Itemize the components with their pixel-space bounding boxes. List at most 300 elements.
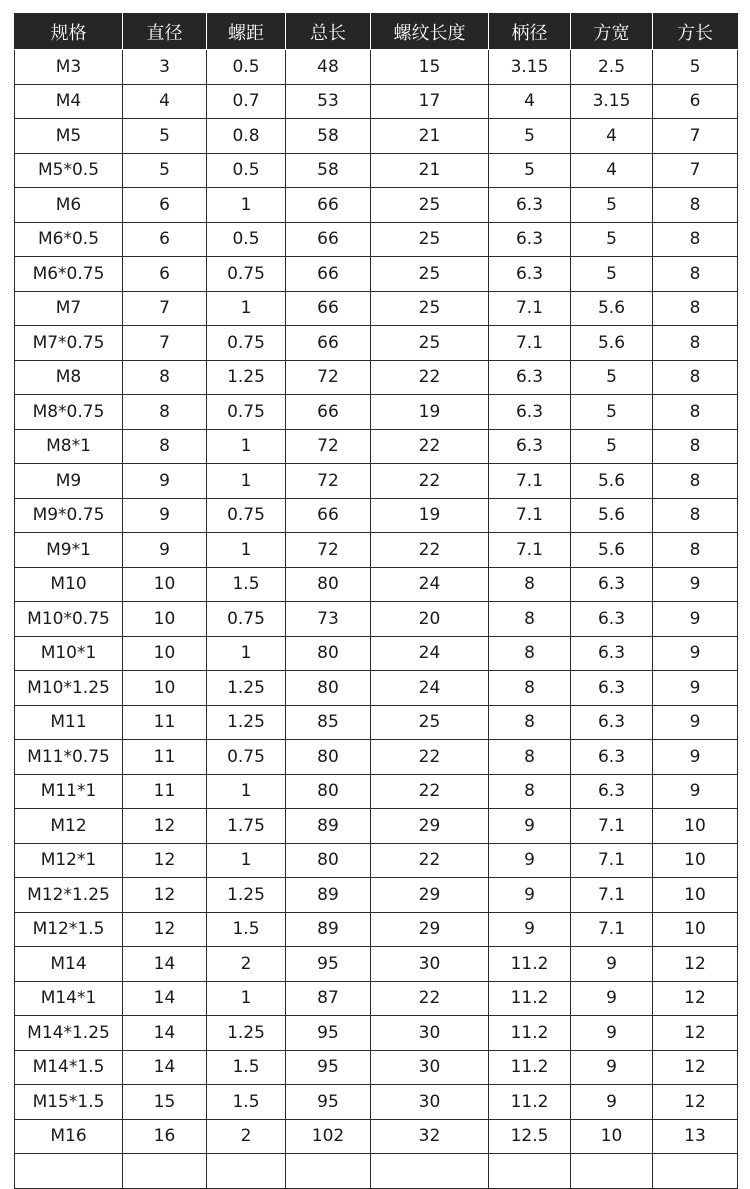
thread-length-cell: 24 <box>371 671 489 706</box>
diameter-cell: 14 <box>123 1050 207 1085</box>
total-length-cell: 48 <box>286 50 371 85</box>
table-row <box>15 1085 738 1120</box>
empty-cell <box>286 1154 371 1189</box>
square-length-cell: 8 <box>653 395 738 430</box>
spec-cell: M14*1.5 <box>15 1050 123 1085</box>
thread-length-cell: 30 <box>371 947 489 982</box>
header-spec: 规格 <box>15 14 123 50</box>
shank-diameter-cell: 9 <box>489 843 571 878</box>
spec-cell: M7*0.75 <box>15 326 123 361</box>
diameter-cell: 12 <box>123 912 207 947</box>
thread-length-cell: 30 <box>371 1085 489 1120</box>
shank-diameter-cell: 6.3 <box>489 360 571 395</box>
diameter-cell: 6 <box>123 222 207 257</box>
total-length-cell: 66 <box>286 188 371 223</box>
diameter-cell: 16 <box>123 1119 207 1154</box>
square-length-cell: 13 <box>653 1119 738 1154</box>
spec-cell: M9*0.75 <box>15 498 123 533</box>
empty-cell <box>571 1154 653 1189</box>
square-length-cell: 8 <box>653 291 738 326</box>
total-length-cell: 72 <box>286 464 371 499</box>
thread-length-cell: 22 <box>371 429 489 464</box>
pitch-cell: 0.5 <box>207 50 286 85</box>
table-row <box>15 50 738 85</box>
table-row <box>15 740 738 775</box>
square-length-cell: 10 <box>653 843 738 878</box>
diameter-cell: 11 <box>123 705 207 740</box>
square-length-cell: 7 <box>653 153 738 188</box>
pitch-cell: 0.5 <box>207 153 286 188</box>
table-row-cut-off <box>15 1154 738 1189</box>
diameter-cell: 6 <box>123 188 207 223</box>
square-length-cell: 8 <box>653 498 738 533</box>
table-row <box>15 947 738 982</box>
square-length-cell: 8 <box>653 360 738 395</box>
empty-cell <box>489 1154 571 1189</box>
header-row <box>15 14 738 50</box>
shank-diameter-cell: 9 <box>489 912 571 947</box>
spec-cell: M14 <box>15 947 123 982</box>
table-row <box>15 843 738 878</box>
diameter-cell: 10 <box>123 636 207 671</box>
table-row <box>15 809 738 844</box>
shank-diameter-cell: 8 <box>489 705 571 740</box>
square-width-cell: 5.6 <box>571 326 653 361</box>
total-length-cell: 66 <box>286 498 371 533</box>
square-length-cell: 10 <box>653 912 738 947</box>
square-length-cell: 7 <box>653 119 738 154</box>
thread-length-cell: 24 <box>371 636 489 671</box>
square-length-cell: 8 <box>653 533 738 568</box>
total-length-cell: 80 <box>286 774 371 809</box>
header-thread-length: 螺纹长度 <box>371 14 489 50</box>
thread-length-cell: 20 <box>371 602 489 637</box>
spec-cell: M10*0.75 <box>15 602 123 637</box>
table-row <box>15 119 738 154</box>
table-row <box>15 774 738 809</box>
diameter-cell: 12 <box>123 809 207 844</box>
square-width-cell: 7.1 <box>571 912 653 947</box>
square-length-cell: 12 <box>653 947 738 982</box>
table-row <box>15 1016 738 1051</box>
diameter-cell: 14 <box>123 947 207 982</box>
total-length-cell: 102 <box>286 1119 371 1154</box>
spec-cell: M11*0.75 <box>15 740 123 775</box>
thread-length-cell: 29 <box>371 912 489 947</box>
pitch-cell: 0.75 <box>207 326 286 361</box>
shank-diameter-cell: 6.3 <box>489 395 571 430</box>
pitch-cell: 0.5 <box>207 222 286 257</box>
diameter-cell: 7 <box>123 291 207 326</box>
shank-diameter-cell: 8 <box>489 740 571 775</box>
spec-cell: M16 <box>15 1119 123 1154</box>
table-row <box>15 429 738 464</box>
total-length-cell: 80 <box>286 567 371 602</box>
pitch-cell: 1 <box>207 843 286 878</box>
square-length-cell: 8 <box>653 464 738 499</box>
spec-cell: M11*1 <box>15 774 123 809</box>
diameter-cell: 15 <box>123 1085 207 1120</box>
square-length-cell: 9 <box>653 671 738 706</box>
pitch-cell: 0.7 <box>207 84 286 119</box>
pitch-cell: 1 <box>207 429 286 464</box>
square-width-cell: 6.3 <box>571 671 653 706</box>
table-row <box>15 257 738 292</box>
square-length-cell: 12 <box>653 1016 738 1051</box>
square-width-cell: 9 <box>571 1050 653 1085</box>
square-length-cell: 9 <box>653 774 738 809</box>
square-width-cell: 10 <box>571 1119 653 1154</box>
pitch-cell: 1.5 <box>207 567 286 602</box>
shank-diameter-cell: 5 <box>489 153 571 188</box>
diameter-cell: 11 <box>123 774 207 809</box>
thread-length-cell: 19 <box>371 395 489 430</box>
thread-length-cell: 29 <box>371 878 489 913</box>
header-square-width: 方宽 <box>571 14 653 50</box>
table-row <box>15 188 738 223</box>
tap-spec-table <box>14 13 738 1189</box>
square-width-cell: 5 <box>571 395 653 430</box>
shank-diameter-cell: 11.2 <box>489 981 571 1016</box>
spec-cell: M8 <box>15 360 123 395</box>
total-length-cell: 89 <box>286 878 371 913</box>
thread-length-cell: 22 <box>371 360 489 395</box>
thread-length-cell: 21 <box>371 153 489 188</box>
shank-diameter-cell: 6.3 <box>489 188 571 223</box>
thread-length-cell: 30 <box>371 1050 489 1085</box>
spec-cell: M3 <box>15 50 123 85</box>
diameter-cell: 5 <box>123 153 207 188</box>
square-width-cell: 5 <box>571 360 653 395</box>
shank-diameter-cell: 6.3 <box>489 222 571 257</box>
total-length-cell: 66 <box>286 222 371 257</box>
header-shank-diameter: 柄径 <box>489 14 571 50</box>
square-width-cell: 7.1 <box>571 878 653 913</box>
square-width-cell: 9 <box>571 981 653 1016</box>
square-length-cell: 8 <box>653 429 738 464</box>
total-length-cell: 66 <box>286 291 371 326</box>
spec-cell: M12 <box>15 809 123 844</box>
shank-diameter-cell: 7.1 <box>489 533 571 568</box>
diameter-cell: 4 <box>123 84 207 119</box>
table-row <box>15 464 738 499</box>
diameter-cell: 10 <box>123 567 207 602</box>
spec-cell: M12*1.25 <box>15 878 123 913</box>
square-length-cell: 9 <box>653 740 738 775</box>
pitch-cell: 0.75 <box>207 602 286 637</box>
diameter-cell: 7 <box>123 326 207 361</box>
shank-diameter-cell: 3.15 <box>489 50 571 85</box>
pitch-cell: 1.25 <box>207 360 286 395</box>
thread-length-cell: 24 <box>371 567 489 602</box>
pitch-cell: 0.75 <box>207 395 286 430</box>
thread-length-cell: 25 <box>371 222 489 257</box>
empty-cell <box>371 1154 489 1189</box>
square-width-cell: 6.3 <box>571 740 653 775</box>
shank-diameter-cell: 9 <box>489 878 571 913</box>
square-width-cell: 3.15 <box>571 84 653 119</box>
pitch-cell: 0.8 <box>207 119 286 154</box>
shank-diameter-cell: 7.1 <box>489 291 571 326</box>
table-row <box>15 84 738 119</box>
square-width-cell: 5 <box>571 188 653 223</box>
shank-diameter-cell: 8 <box>489 602 571 637</box>
thread-length-cell: 25 <box>371 326 489 361</box>
diameter-cell: 9 <box>123 464 207 499</box>
diameter-cell: 11 <box>123 740 207 775</box>
diameter-cell: 6 <box>123 257 207 292</box>
diameter-cell: 12 <box>123 843 207 878</box>
table-row <box>15 222 738 257</box>
table-row <box>15 981 738 1016</box>
total-length-cell: 66 <box>286 395 371 430</box>
empty-cell <box>207 1154 286 1189</box>
pitch-cell: 1.5 <box>207 1050 286 1085</box>
shank-diameter-cell: 8 <box>489 567 571 602</box>
spec-cell: M11 <box>15 705 123 740</box>
diameter-cell: 9 <box>123 498 207 533</box>
square-width-cell: 4 <box>571 153 653 188</box>
diameter-cell: 5 <box>123 119 207 154</box>
total-length-cell: 80 <box>286 636 371 671</box>
total-length-cell: 72 <box>286 533 371 568</box>
square-width-cell: 9 <box>571 947 653 982</box>
table-row <box>15 1050 738 1085</box>
thread-length-cell: 30 <box>371 1016 489 1051</box>
square-length-cell: 9 <box>653 602 738 637</box>
thread-length-cell: 17 <box>371 84 489 119</box>
spec-cell: M10 <box>15 567 123 602</box>
total-length-cell: 95 <box>286 1085 371 1120</box>
square-width-cell: 6.3 <box>571 774 653 809</box>
pitch-cell: 1 <box>207 636 286 671</box>
total-length-cell: 72 <box>286 360 371 395</box>
table-row <box>15 326 738 361</box>
shank-diameter-cell: 7.1 <box>489 498 571 533</box>
shank-diameter-cell: 12.5 <box>489 1119 571 1154</box>
pitch-cell: 2 <box>207 947 286 982</box>
spec-cell: M9 <box>15 464 123 499</box>
square-length-cell: 10 <box>653 878 738 913</box>
diameter-cell: 3 <box>123 50 207 85</box>
square-width-cell: 6.3 <box>571 705 653 740</box>
total-length-cell: 80 <box>286 843 371 878</box>
thread-length-cell: 22 <box>371 464 489 499</box>
square-length-cell: 9 <box>653 636 738 671</box>
diameter-cell: 14 <box>123 981 207 1016</box>
total-length-cell: 85 <box>286 705 371 740</box>
shank-diameter-cell: 8 <box>489 774 571 809</box>
header-total-length: 总长 <box>286 14 371 50</box>
pitch-cell: 1.5 <box>207 1085 286 1120</box>
empty-cell <box>15 1154 123 1189</box>
spec-cell: M12*1.5 <box>15 912 123 947</box>
square-length-cell: 12 <box>653 1085 738 1120</box>
square-length-cell: 8 <box>653 188 738 223</box>
thread-length-cell: 29 <box>371 809 489 844</box>
thread-length-cell: 22 <box>371 774 489 809</box>
square-length-cell: 8 <box>653 257 738 292</box>
square-length-cell: 10 <box>653 809 738 844</box>
thread-length-cell: 19 <box>371 498 489 533</box>
pitch-cell: 1 <box>207 291 286 326</box>
pitch-cell: 1 <box>207 981 286 1016</box>
square-length-cell: 9 <box>653 567 738 602</box>
spec-cell: M10*1 <box>15 636 123 671</box>
spec-cell: M15*1.5 <box>15 1085 123 1120</box>
shank-diameter-cell: 8 <box>489 671 571 706</box>
spec-cell: M5*0.5 <box>15 153 123 188</box>
diameter-cell: 8 <box>123 395 207 430</box>
shank-diameter-cell: 11.2 <box>489 1050 571 1085</box>
square-width-cell: 5.6 <box>571 464 653 499</box>
table-row <box>15 602 738 637</box>
diameter-cell: 10 <box>123 671 207 706</box>
table-row <box>15 291 738 326</box>
header-square-length: 方长 <box>653 14 738 50</box>
spec-cell: M14*1 <box>15 981 123 1016</box>
table-body <box>15 50 738 1189</box>
square-width-cell: 5 <box>571 257 653 292</box>
shank-diameter-cell: 7.1 <box>489 326 571 361</box>
thread-length-cell: 25 <box>371 257 489 292</box>
pitch-cell: 1.25 <box>207 705 286 740</box>
spec-cell: M14*1.25 <box>15 1016 123 1051</box>
pitch-cell: 0.75 <box>207 740 286 775</box>
pitch-cell: 1.25 <box>207 1016 286 1051</box>
diameter-cell: 9 <box>123 533 207 568</box>
diameter-cell: 12 <box>123 878 207 913</box>
total-length-cell: 66 <box>286 257 371 292</box>
total-length-cell: 80 <box>286 671 371 706</box>
square-width-cell: 5.6 <box>571 291 653 326</box>
square-width-cell: 6.3 <box>571 567 653 602</box>
spec-cell: M9*1 <box>15 533 123 568</box>
thread-length-cell: 25 <box>371 705 489 740</box>
total-length-cell: 89 <box>286 809 371 844</box>
table-row <box>15 1119 738 1154</box>
square-width-cell: 7.1 <box>571 809 653 844</box>
square-width-cell: 5.6 <box>571 533 653 568</box>
table-row <box>15 567 738 602</box>
total-length-cell: 95 <box>286 947 371 982</box>
table-row <box>15 533 738 568</box>
square-width-cell: 5 <box>571 222 653 257</box>
total-length-cell: 58 <box>286 119 371 154</box>
thread-length-cell: 25 <box>371 291 489 326</box>
table-row <box>15 360 738 395</box>
pitch-cell: 1 <box>207 464 286 499</box>
shank-diameter-cell: 11.2 <box>489 947 571 982</box>
square-width-cell: 9 <box>571 1016 653 1051</box>
diameter-cell: 14 <box>123 1016 207 1051</box>
table-row <box>15 671 738 706</box>
spec-cell: M7 <box>15 291 123 326</box>
shank-diameter-cell: 5 <box>489 119 571 154</box>
square-width-cell: 5 <box>571 429 653 464</box>
pitch-cell: 1.25 <box>207 671 286 706</box>
square-length-cell: 8 <box>653 326 738 361</box>
square-width-cell: 5.6 <box>571 498 653 533</box>
total-length-cell: 58 <box>286 153 371 188</box>
shank-diameter-cell: 8 <box>489 636 571 671</box>
header-diameter: 直径 <box>123 14 207 50</box>
total-length-cell: 89 <box>286 912 371 947</box>
thread-length-cell: 22 <box>371 533 489 568</box>
square-width-cell: 4 <box>571 119 653 154</box>
square-length-cell: 12 <box>653 981 738 1016</box>
table-row <box>15 498 738 533</box>
thread-length-cell: 15 <box>371 50 489 85</box>
pitch-cell: 0.75 <box>207 257 286 292</box>
square-length-cell: 5 <box>653 50 738 85</box>
table-row <box>15 878 738 913</box>
pitch-cell: 1 <box>207 774 286 809</box>
shank-diameter-cell: 11.2 <box>489 1085 571 1120</box>
spec-cell: M6 <box>15 188 123 223</box>
thread-length-cell: 22 <box>371 981 489 1016</box>
table-row <box>15 636 738 671</box>
diameter-cell: 8 <box>123 429 207 464</box>
total-length-cell: 95 <box>286 1050 371 1085</box>
table-row <box>15 705 738 740</box>
pitch-cell: 2 <box>207 1119 286 1154</box>
pitch-cell: 1 <box>207 533 286 568</box>
diameter-cell: 8 <box>123 360 207 395</box>
total-length-cell: 73 <box>286 602 371 637</box>
shank-diameter-cell: 7.1 <box>489 464 571 499</box>
spec-cell: M8*0.75 <box>15 395 123 430</box>
thread-length-cell: 32 <box>371 1119 489 1154</box>
total-length-cell: 66 <box>286 326 371 361</box>
pitch-cell: 1 <box>207 188 286 223</box>
header-pitch: 螺距 <box>207 14 286 50</box>
pitch-cell: 1.5 <box>207 912 286 947</box>
shank-diameter-cell: 4 <box>489 84 571 119</box>
shank-diameter-cell: 6.3 <box>489 429 571 464</box>
square-width-cell: 7.1 <box>571 843 653 878</box>
spec-cell: M8*1 <box>15 429 123 464</box>
table-row <box>15 153 738 188</box>
spec-cell: M12*1 <box>15 843 123 878</box>
diameter-cell: 10 <box>123 602 207 637</box>
thread-length-cell: 25 <box>371 188 489 223</box>
table-row <box>15 395 738 430</box>
spec-cell: M10*1.25 <box>15 671 123 706</box>
square-length-cell: 8 <box>653 222 738 257</box>
total-length-cell: 87 <box>286 981 371 1016</box>
shank-diameter-cell: 6.3 <box>489 257 571 292</box>
total-length-cell: 53 <box>286 84 371 119</box>
spec-cell: M4 <box>15 84 123 119</box>
spec-cell: M6*0.75 <box>15 257 123 292</box>
square-width-cell: 6.3 <box>571 602 653 637</box>
square-width-cell: 2.5 <box>571 50 653 85</box>
thread-length-cell: 22 <box>371 740 489 775</box>
square-width-cell: 6.3 <box>571 636 653 671</box>
square-length-cell: 9 <box>653 705 738 740</box>
shank-diameter-cell: 11.2 <box>489 1016 571 1051</box>
total-length-cell: 80 <box>286 740 371 775</box>
square-width-cell: 9 <box>571 1085 653 1120</box>
table-row <box>15 912 738 947</box>
thread-length-cell: 21 <box>371 119 489 154</box>
empty-cell <box>653 1154 738 1189</box>
spec-cell: M5 <box>15 119 123 154</box>
total-length-cell: 95 <box>286 1016 371 1051</box>
shank-diameter-cell: 9 <box>489 809 571 844</box>
empty-cell <box>123 1154 207 1189</box>
